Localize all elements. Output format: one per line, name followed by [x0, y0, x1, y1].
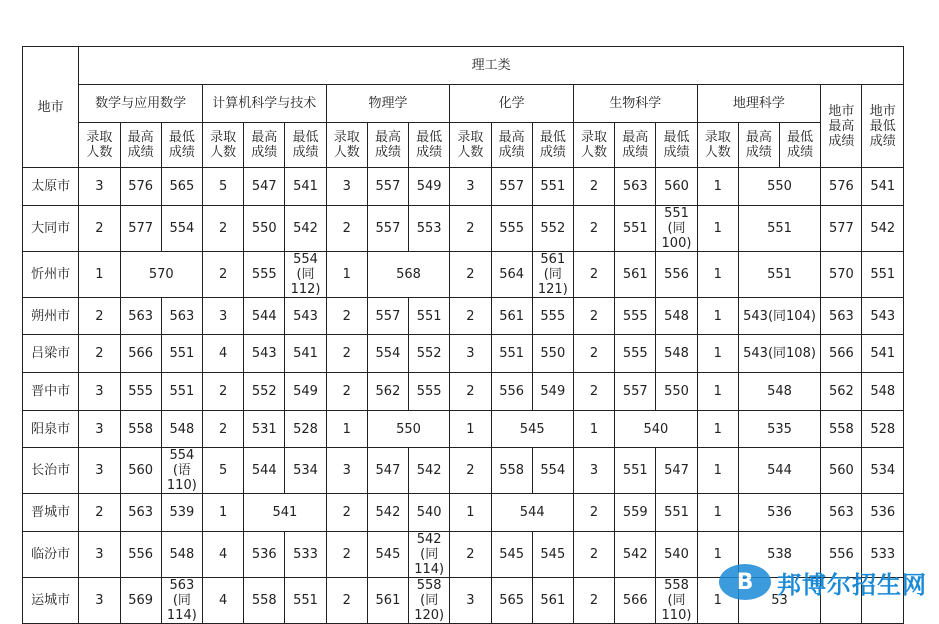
min-score-value: 558	[416, 578, 442, 594]
min-score-value: 554	[293, 251, 318, 267]
merged-score: 543(同108)	[738, 335, 820, 373]
admit-count: 1	[573, 410, 614, 448]
admit-count: 1	[697, 448, 738, 494]
merged-score: 544	[491, 494, 573, 532]
merged-score: 541	[244, 494, 326, 532]
min-score: 552	[409, 335, 450, 373]
admit-count: 2	[573, 205, 614, 251]
admit-count: 2	[573, 335, 614, 373]
max-score: 556	[120, 532, 161, 578]
min-score: 554	[161, 205, 202, 251]
min-score	[285, 251, 326, 297]
admit-count: 3	[79, 410, 120, 448]
min-score-note: (同121)	[537, 266, 568, 297]
merged-score: 535	[738, 410, 820, 448]
admit-count: 1	[697, 578, 738, 624]
city-min-score: 533	[862, 532, 904, 578]
admit-count: 2	[450, 532, 491, 578]
city-max-score: 576	[821, 168, 862, 206]
table-row	[23, 373, 904, 411]
min-score-note: (同110)	[661, 593, 692, 624]
min-score: 542	[409, 448, 450, 494]
merged-score: 53	[738, 578, 820, 624]
sub-header: 最高 成绩	[120, 123, 161, 168]
max-score: 547	[367, 448, 408, 494]
admit-count: 1	[697, 373, 738, 411]
min-score-value: 551	[664, 205, 689, 221]
city-max-score: 556	[821, 532, 862, 578]
merged-score: 548	[738, 373, 820, 411]
min-score-note: (同120)	[414, 593, 445, 624]
min-score	[656, 205, 697, 251]
min-score: 534	[285, 448, 326, 494]
watermark-text: 邦博尔招生网	[777, 570, 927, 599]
merged-score: 568	[367, 251, 449, 297]
admit-count: 2	[573, 251, 614, 297]
merged-score: 540	[615, 410, 697, 448]
city-name: 朔州市	[23, 297, 79, 335]
min-score: 551	[161, 373, 202, 411]
sub-header: 最低 成绩	[532, 123, 573, 168]
city-min-score: 551	[862, 251, 904, 297]
admit-count: 1	[697, 410, 738, 448]
max-score: 551	[491, 335, 532, 373]
min-score: 528	[285, 410, 326, 448]
admit-count: 2	[326, 373, 367, 411]
max-score: 555	[615, 297, 656, 335]
score-table	[22, 46, 904, 624]
min-score	[161, 578, 202, 624]
min-score-value: 542	[416, 532, 442, 548]
sub-header: 最高 成绩	[738, 123, 779, 168]
max-score: 562	[367, 373, 408, 411]
min-score: 551	[285, 578, 326, 624]
city-name: 临汾市	[23, 532, 79, 578]
sub-header: 录取 人数	[573, 123, 614, 168]
min-score-note: (同112)	[290, 266, 321, 297]
merged-score: 550	[367, 410, 449, 448]
admit-count: 2	[450, 205, 491, 251]
min-score: 560	[656, 168, 697, 206]
max-score: 531	[244, 410, 285, 448]
max-score: 544	[244, 297, 285, 335]
admit-count: 2	[79, 494, 120, 532]
sub-header: 最低 成绩	[409, 123, 450, 168]
min-score-note: (同114)	[414, 547, 445, 578]
max-score: 557	[367, 168, 408, 206]
min-score: 553	[409, 205, 450, 251]
header-subject: 化学	[450, 85, 574, 123]
city-min-score: 548	[862, 373, 904, 411]
min-score: 550	[532, 335, 573, 373]
city-min-score: 541	[862, 168, 904, 206]
city-max-score: 558	[821, 410, 862, 448]
max-score: 545	[367, 532, 408, 578]
city-name: 大同市	[23, 205, 79, 251]
city-min-score: 534	[862, 448, 904, 494]
max-score: 563	[120, 494, 161, 532]
admit-count: 2	[573, 297, 614, 335]
min-score-value: 561	[540, 251, 566, 267]
max-score: 569	[120, 578, 161, 624]
min-score	[656, 578, 697, 624]
max-score: 563	[120, 297, 161, 335]
city-name: 吕梁市	[23, 335, 79, 373]
max-score: 557	[367, 297, 408, 335]
max-score: 536	[244, 532, 285, 578]
min-score: 548	[161, 410, 202, 448]
city-max-score: 577	[821, 205, 862, 251]
min-score: 547	[656, 448, 697, 494]
admit-count: 2	[573, 168, 614, 206]
admit-count: 1	[326, 410, 367, 448]
sub-header: 最高 成绩	[615, 123, 656, 168]
city-name: 阳泉市	[23, 410, 79, 448]
min-score-value: 558	[664, 578, 689, 594]
city-min-score: 543	[862, 297, 904, 335]
city-name: 晋中市	[23, 373, 79, 411]
city-name: 忻州市	[23, 251, 79, 297]
max-score: 558	[491, 448, 532, 494]
merged-score: 538	[738, 532, 820, 578]
min-score: 551	[161, 335, 202, 373]
sub-header: 录取 人数	[697, 123, 738, 168]
admit-count: 2	[450, 297, 491, 335]
max-score: 545	[491, 532, 532, 578]
watermark-logo-icon: B	[719, 564, 771, 600]
min-score: 533	[285, 532, 326, 578]
min-score: 540	[409, 494, 450, 532]
max-score: 542	[367, 494, 408, 532]
min-score: 556	[656, 251, 697, 297]
admit-count: 2	[326, 578, 367, 624]
min-score: 551	[409, 297, 450, 335]
city-min-score: 528	[862, 410, 904, 448]
admit-count: 5	[202, 168, 243, 206]
admit-count: 3	[326, 168, 367, 206]
admit-count: 2	[450, 251, 491, 297]
table-row	[23, 168, 904, 206]
admit-count: 1	[202, 494, 243, 532]
max-score: 566	[615, 578, 656, 624]
max-score: 557	[491, 168, 532, 206]
admit-count: 2	[326, 297, 367, 335]
max-score: 560	[120, 448, 161, 494]
table-row	[23, 448, 904, 494]
header-subject: 数学与应用数学	[79, 85, 203, 123]
min-score-value: 563	[169, 578, 195, 594]
max-score: 551	[615, 205, 656, 251]
min-score: 555	[409, 373, 450, 411]
watermark	[719, 564, 927, 600]
min-score: 551	[656, 494, 697, 532]
admit-count: 2	[573, 373, 614, 411]
admit-count: 1	[450, 494, 491, 532]
min-score	[409, 532, 450, 578]
city-max-score: 562	[821, 373, 862, 411]
table-row	[23, 494, 904, 532]
admit-count: 2	[202, 373, 243, 411]
max-score: 561	[615, 251, 656, 297]
admit-count: 2	[450, 373, 491, 411]
sub-header: 最低 成绩	[285, 123, 326, 168]
min-score: 541	[285, 335, 326, 373]
admit-count: 1	[450, 410, 491, 448]
table-row	[23, 251, 904, 297]
max-score: 555	[120, 373, 161, 411]
max-score: 552	[244, 373, 285, 411]
min-score	[161, 448, 202, 494]
header-city-max: 地市 最高 成绩	[821, 85, 862, 168]
header-subject: 地理科学	[697, 85, 821, 123]
max-score: 558	[244, 578, 285, 624]
header-subject: 生物科学	[573, 85, 697, 123]
max-score: 563	[615, 168, 656, 206]
admit-count: 3	[79, 168, 120, 206]
table-row	[23, 410, 904, 448]
max-score: 577	[120, 205, 161, 251]
table-row	[23, 205, 904, 251]
max-score: 547	[244, 168, 285, 206]
sub-header: 最低 成绩	[780, 123, 821, 168]
min-score: 549	[285, 373, 326, 411]
admit-count: 3	[79, 448, 120, 494]
merged-score: 544	[738, 448, 820, 494]
max-score: 566	[120, 335, 161, 373]
admit-count: 1	[697, 494, 738, 532]
admit-count: 2	[79, 205, 120, 251]
min-score-note: (同114)	[166, 593, 197, 624]
sub-header: 录取 人数	[450, 123, 491, 168]
merged-score: 545	[491, 410, 573, 448]
min-score: 563	[161, 297, 202, 335]
table-row	[23, 297, 904, 335]
min-score	[409, 578, 450, 624]
admit-count: 3	[79, 532, 120, 578]
admit-count: 2	[326, 494, 367, 532]
max-score: 551	[615, 448, 656, 494]
min-score-note: (语110)	[166, 463, 197, 494]
min-score: 548	[161, 532, 202, 578]
admit-count: 2	[450, 448, 491, 494]
admit-count: 1	[697, 335, 738, 373]
max-score: 557	[615, 373, 656, 411]
min-score: 539	[161, 494, 202, 532]
header-city-min: 地市 最低 成绩	[862, 85, 904, 168]
admit-count: 3	[450, 335, 491, 373]
admit-count: 5	[202, 448, 243, 494]
max-score: 561	[367, 578, 408, 624]
min-score: 551	[532, 168, 573, 206]
admit-count: 2	[202, 410, 243, 448]
merged-score: 550	[738, 168, 820, 206]
admit-count: 1	[697, 297, 738, 335]
min-score	[532, 251, 573, 297]
city-name: 长治市	[23, 448, 79, 494]
admit-count: 1	[697, 532, 738, 578]
min-score: 549	[532, 373, 573, 411]
min-score-value: 554	[169, 448, 195, 464]
max-score: 550	[244, 205, 285, 251]
admit-count: 3	[79, 578, 120, 624]
city-name: 运城市	[23, 578, 79, 624]
admit-count: 2	[326, 335, 367, 373]
admit-count: 2	[573, 532, 614, 578]
admit-count: 4	[202, 335, 243, 373]
min-score: 548	[656, 297, 697, 335]
city-name: 晋城市	[23, 494, 79, 532]
merged-score: 551	[738, 205, 820, 251]
min-score-note: (同100)	[661, 220, 692, 251]
max-score: 561	[491, 297, 532, 335]
city-max-score: 566	[821, 335, 862, 373]
table-row	[23, 335, 904, 373]
max-score: 556	[491, 373, 532, 411]
min-score: 549	[409, 168, 450, 206]
admit-count: 4	[202, 532, 243, 578]
max-score: 558	[120, 410, 161, 448]
merged-score: 543(同104)	[738, 297, 820, 335]
admit-count: 1	[697, 168, 738, 206]
city-max-score: 570	[821, 251, 862, 297]
max-score: 544	[244, 448, 285, 494]
admit-count: 1	[326, 251, 367, 297]
admit-count: 2	[573, 578, 614, 624]
min-score: 545	[532, 532, 573, 578]
max-score: 559	[615, 494, 656, 532]
admit-count: 2	[202, 205, 243, 251]
city-name: 太原市	[23, 168, 79, 206]
header-category: 理工类	[79, 47, 904, 85]
admit-count: 3	[79, 373, 120, 411]
merged-score: 536	[738, 494, 820, 532]
header-subject: 计算机科学与技术	[202, 85, 326, 123]
min-score: 540	[656, 532, 697, 578]
sub-header: 最低 成绩	[161, 123, 202, 168]
admit-count: 1	[697, 251, 738, 297]
admit-count: 3	[450, 578, 491, 624]
max-score: 543	[244, 335, 285, 373]
sub-header: 最高 成绩	[244, 123, 285, 168]
admit-count: 2	[79, 297, 120, 335]
min-score: 548	[656, 335, 697, 373]
header-subject: 物理学	[326, 85, 450, 123]
admit-count: 4	[202, 578, 243, 624]
min-score: 550	[656, 373, 697, 411]
max-score: 557	[367, 205, 408, 251]
city-max-score: 560	[821, 448, 862, 494]
sub-header: 最高 成绩	[367, 123, 408, 168]
city-min-score: 542	[862, 205, 904, 251]
min-score: 542	[285, 205, 326, 251]
admit-count: 2	[326, 205, 367, 251]
city-max-score: 563	[821, 297, 862, 335]
min-score: 554	[532, 448, 573, 494]
city-max-score: 563	[821, 494, 862, 532]
min-score: 555	[532, 297, 573, 335]
max-score: 555	[615, 335, 656, 373]
admit-count: 2	[79, 335, 120, 373]
admit-count: 2	[326, 532, 367, 578]
admit-count: 2	[573, 494, 614, 532]
sub-header: 录取 人数	[202, 123, 243, 168]
min-score: 561	[532, 578, 573, 624]
admit-count: 3	[450, 168, 491, 206]
max-score: 564	[491, 251, 532, 297]
admit-count: 3	[202, 297, 243, 335]
min-score: 552	[532, 205, 573, 251]
admit-count: 1	[697, 205, 738, 251]
merged-score: 551	[738, 251, 820, 297]
city-min-score: 536	[862, 494, 904, 532]
max-score: 576	[120, 168, 161, 206]
max-score: 565	[491, 578, 532, 624]
sub-header: 录取 人数	[79, 123, 120, 168]
max-score: 554	[367, 335, 408, 373]
sub-header: 录取 人数	[326, 123, 367, 168]
admit-count: 3	[573, 448, 614, 494]
max-score: 542	[615, 532, 656, 578]
sub-header: 最低 成绩	[656, 123, 697, 168]
sub-header: 最高 成绩	[491, 123, 532, 168]
merged-score: 570	[120, 251, 202, 297]
admit-count: 2	[202, 251, 243, 297]
admit-count: 1	[79, 251, 120, 297]
min-score: 543	[285, 297, 326, 335]
header-city: 地市	[23, 47, 79, 168]
min-score: 565	[161, 168, 202, 206]
admit-count: 3	[326, 448, 367, 494]
max-score: 555	[491, 205, 532, 251]
city-min-score: 541	[862, 335, 904, 373]
max-score: 555	[244, 251, 285, 297]
min-score: 541	[285, 168, 326, 206]
